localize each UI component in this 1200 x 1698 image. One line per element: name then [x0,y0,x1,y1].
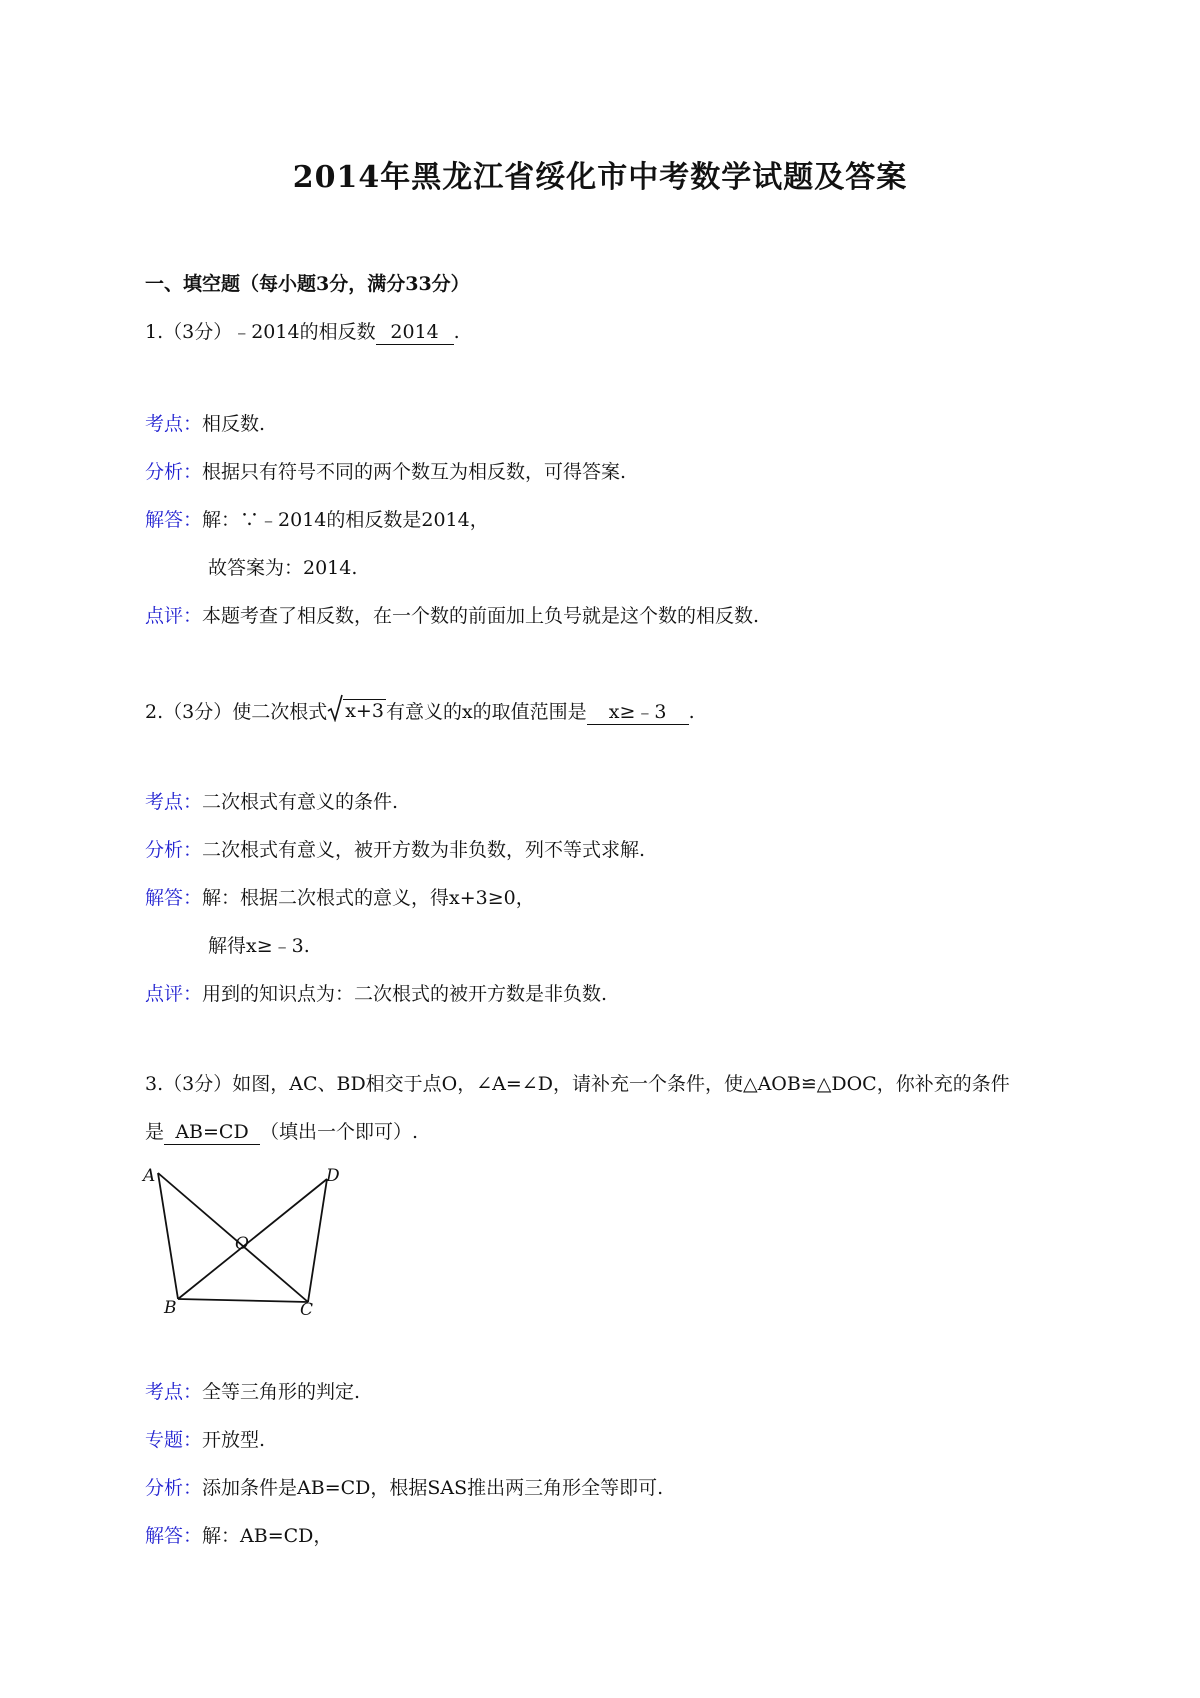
section-heading: 一、填空题（每小题3分，满分33分） [145,273,470,295]
sqrt-expression [327,694,386,722]
jieda-label: 解答： [145,509,203,531]
point-d-label: D [326,1166,340,1186]
q2-middle: 有意义的x的取值范围是 [385,701,587,723]
q2-jieda-text-2: 解得x≥﹣3. [208,935,310,957]
q2-fenxi [145,836,645,864]
fenxi-label: 分析： [145,1477,203,1499]
q2-jieda [145,884,535,912]
q2-jieda-text-1: 解：根据二次根式的意义，得x+3≥0， [202,887,535,909]
q1-suffix: . [453,321,460,343]
radical-sign-icon [327,694,343,722]
q2-question [145,694,695,726]
page-title: 2014年黑龙江省绥化市中考数学试题及答案 [292,160,908,195]
point-a-label: A [143,1166,156,1186]
q1-question [145,318,460,346]
q3-fenxi-text: 添加条件是AB=CD，根据SAS推出两三角形全等即可. [202,1477,664,1499]
fenxi-label: 分析： [145,839,203,861]
q3-answer-blank: AB=CD [164,1120,260,1145]
q2-kaodian [145,788,398,816]
q3-question-line-1: 3.（3分）如图，AC、BD相交于点O，∠A=∠D，请补充一个条件，使△AOB≌△DOC，你补充的条件 [145,1073,1010,1095]
point-o-label: O [235,1234,249,1254]
q1-fenxi [145,458,626,486]
segment-cd [308,1179,327,1302]
q3-jieda [145,1522,332,1550]
fenxi-label: 分析： [145,461,203,483]
dianping-label: 点评： [145,605,203,627]
q1-dianping-text: 本题考查了相反数，在一个数的前面加上负号就是这个数的相反数. [202,605,760,627]
q1-fenxi-text: 根据只有符号不同的两个数互为相反数，可得答案. [202,461,627,483]
segment-bc [178,1299,308,1302]
segment-ab [158,1173,178,1299]
q2-answer-blank: x≥﹣3 [587,700,689,725]
triangle-diagram [140,1165,340,1315]
q3-zhuanti-text: 开放型. [202,1429,266,1451]
q3-line2-suffix: （填出一个即可）. [260,1121,419,1143]
q3-jieda-text-1: 解：AB=CD， [202,1525,333,1547]
q2-suffix: . [688,701,695,723]
kaodian-label: 考点： [145,1381,203,1403]
q3-question-line-2 [145,1118,418,1146]
segment-ac [158,1173,308,1302]
q1-jieda-text-2: 故答案为：2014. [208,557,358,579]
q3-kaodian-text: 全等三角形的判定. [202,1381,361,1403]
q1-jieda-text-1: 解：∵﹣2014的相反数是2014， [202,509,489,531]
q1-answer-blank: 2014 [376,320,454,345]
jieda-label: 解答： [145,887,203,909]
zhuanti-label: 专题： [145,1429,203,1451]
geometry-figure [140,1165,340,1315]
q2-kaodian-text: 二次根式有意义的条件. [202,791,399,813]
segment-bd [178,1179,327,1299]
point-c-label: C [300,1300,314,1315]
q1-jieda [145,506,489,534]
dianping-label: 点评： [145,983,203,1005]
q3-fenxi [145,1474,663,1502]
kaodian-label: 考点： [145,413,203,435]
q2-dianping-text: 用到的知识点为：二次根式的被开方数是非负数. [202,983,608,1005]
q2-fenxi-text: 二次根式有意义，被开方数为非负数，列不等式求解. [202,839,646,861]
q2-radicand: x+3 [345,700,384,722]
q1-kaodian [145,410,265,438]
kaodian-label: 考点： [145,791,203,813]
q2-prefix: 2.（3分）使二次根式 [145,701,328,723]
q1-kaodian-text: 相反数. [202,413,266,435]
q1-dianping [145,602,759,630]
point-b-label: B [164,1298,177,1315]
jieda-label: 解答： [145,1525,203,1547]
q2-dianping [145,980,607,1008]
q3-zhuanti [145,1426,265,1454]
q1-prefix: 1.（3分）﹣2014的相反数 [145,321,376,343]
q3-kaodian [145,1378,360,1406]
q3-line2-prefix: 是 [145,1121,165,1143]
